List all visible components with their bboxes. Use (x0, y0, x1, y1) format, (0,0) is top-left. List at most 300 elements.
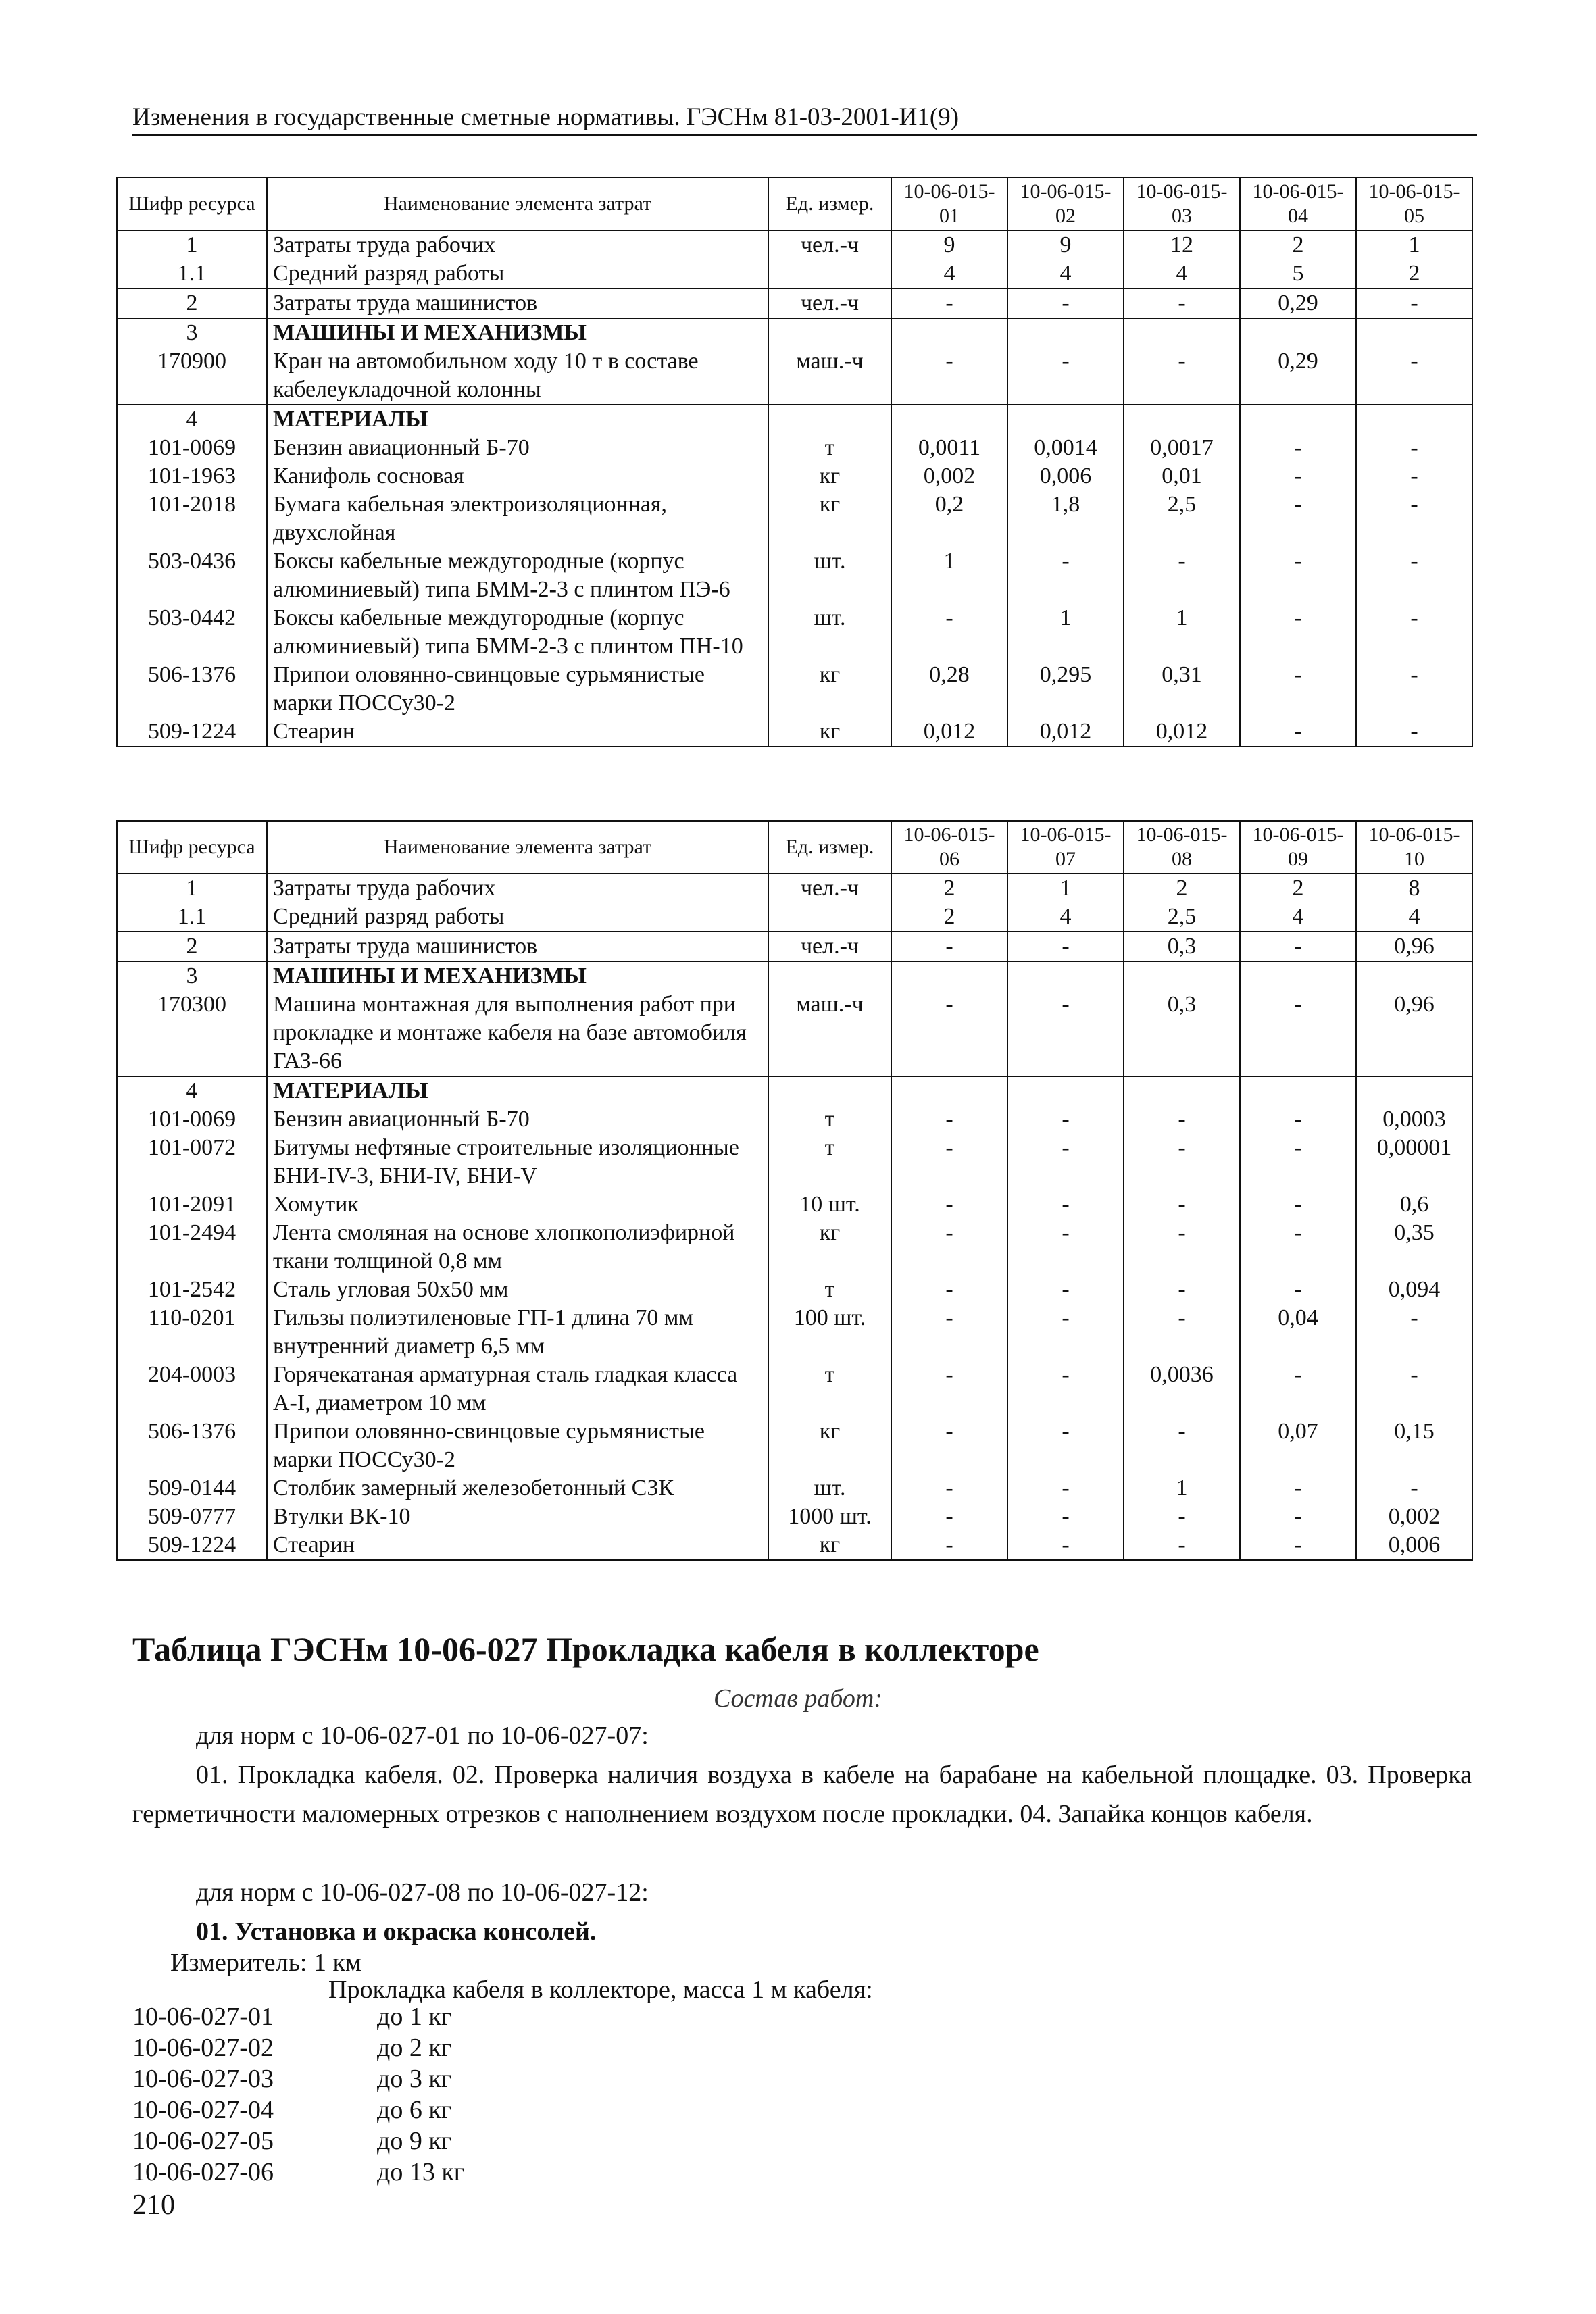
norm-value: 2 (1240, 230, 1356, 259)
resource-code: 503-0442 (117, 604, 267, 661)
table-row (117, 491, 1472, 547)
table-row (117, 1304, 1472, 1361)
resource-name: Боксы кабельные междугородные (корпус алюминиевый) типа БММ-2-3 с плинтом ПН-10 (267, 604, 768, 661)
resource-code: 506-1376 (117, 1417, 267, 1474)
resource-unit: шт. (768, 1474, 891, 1503)
norm-value: 0,3 (1124, 932, 1240, 961)
norm-value: - (1356, 1304, 1472, 1361)
norm-value: - (1007, 547, 1124, 604)
norm-code: 10-06-027-06 (132, 2158, 274, 2186)
resource-unit (768, 259, 891, 288)
resource-code: 110-0201 (117, 1304, 267, 1361)
header-norm-col: 10-06-015-05 (1356, 178, 1472, 230)
norm-value: - (891, 1276, 1007, 1304)
norm-value: - (1356, 347, 1472, 405)
norm-value: - (1007, 1134, 1124, 1190)
table-row (117, 318, 1472, 347)
norm-code: 10-06-027-02 (132, 2034, 274, 2062)
header-code: Шифр ресурса (117, 178, 267, 230)
norm-value (1240, 961, 1356, 990)
resource-code: 4 (117, 405, 267, 434)
norm-value (1240, 405, 1356, 434)
norm-value: - (1124, 1417, 1240, 1474)
norm-value: 0,28 (891, 661, 1007, 718)
norm-value (1240, 1076, 1356, 1105)
list-item (132, 2001, 464, 2032)
section-title: Таблица ГЭСНм 10-06-027 Прокладка кабеля в коллекторе (132, 1630, 1039, 1668)
norm-desc: до 2 кг (377, 2034, 452, 2062)
norm-value: 12 (1124, 230, 1240, 259)
norm-value: - (1356, 491, 1472, 547)
norm-value: - (1240, 547, 1356, 604)
header-norm-col: 10-06-015-07 (1007, 821, 1124, 874)
resource-name: Припои оловянно-свинцовые сурьмянистые марки ПОССу30-2 (267, 1417, 768, 1474)
resource-name: Битумы нефтяные строительные изоляционные БНИ-IV-3, БНИ-IV, БНИ-V (267, 1134, 768, 1190)
norm-value: 0,6 (1356, 1190, 1472, 1219)
norm-value: 1 (891, 547, 1007, 604)
norm-value: - (891, 347, 1007, 405)
resource-unit: кг (768, 462, 891, 491)
resource-name: Столбик замерный железобетонный СЗК (267, 1474, 768, 1503)
resource-code: 2 (117, 288, 267, 318)
table-row (117, 1134, 1472, 1190)
norm-value: 0,295 (1007, 661, 1124, 718)
resource-code: 101-0069 (117, 1105, 267, 1134)
header-name: Наименование элемента затрат (267, 178, 768, 230)
norm-value: - (1124, 1219, 1240, 1276)
resource-code: 509-0777 (117, 1503, 267, 1531)
norm-value: 0,012 (891, 718, 1007, 747)
table-row (117, 1474, 1472, 1503)
header-unit: Ед. измер. (768, 821, 891, 874)
norm-value: 2 (1124, 874, 1240, 903)
header-norm-col: 10-06-015-02 (1007, 178, 1124, 230)
norm-value: - (1007, 1304, 1124, 1361)
table-row (117, 1190, 1472, 1219)
resource-unit: т (768, 1361, 891, 1417)
table-row (117, 434, 1472, 462)
norm-value: - (1240, 661, 1356, 718)
norm-value: - (891, 1531, 1007, 1560)
resource-code: 1.1 (117, 903, 267, 932)
norm-value: 0,012 (1124, 718, 1240, 747)
resource-name: Средний разряд работы (267, 259, 768, 288)
norm-value (891, 405, 1007, 434)
norm-value: - (1007, 1417, 1124, 1474)
norm-value: - (891, 604, 1007, 661)
resource-unit: кг (768, 718, 891, 747)
page-number: 210 (132, 2190, 175, 2221)
norm-value: - (1124, 547, 1240, 604)
norm-value: 0,3 (1124, 990, 1240, 1076)
norm-value: - (1240, 1276, 1356, 1304)
resource-name: Затраты труда рабочих (267, 874, 768, 903)
list-item (132, 2157, 464, 2188)
norms-range-2: для норм с 10-06-027-08 по 10-06-027-12: (196, 1878, 649, 1907)
norm-value: - (1124, 1531, 1240, 1560)
norm-value: 1 (1007, 604, 1124, 661)
norm-value: 4 (1007, 259, 1124, 288)
resource-unit: т (768, 1134, 891, 1190)
norm-value: - (891, 1190, 1007, 1219)
resource-code: 3 (117, 961, 267, 990)
norm-value (1124, 405, 1240, 434)
resource-code: 101-0069 (117, 434, 267, 462)
norm-value: 0,29 (1240, 347, 1356, 405)
resource-code: 170300 (117, 990, 267, 1076)
norm-value: - (1007, 932, 1124, 961)
norm-desc: до 1 кг (377, 2003, 452, 2031)
norm-value: - (1007, 288, 1124, 318)
norm-value: 4 (1356, 903, 1472, 932)
norm-value: - (1007, 1190, 1124, 1219)
resource-name: МАТЕРИАЛЫ (267, 1076, 768, 1105)
resource-name: Затраты труда машинистов (267, 932, 768, 961)
norm-value: - (1240, 718, 1356, 747)
table-row (117, 1361, 1472, 1417)
norm-value: - (1007, 1105, 1124, 1134)
list-item (132, 2063, 464, 2094)
norm-value (1007, 318, 1124, 347)
norm-value: - (891, 1105, 1007, 1134)
norm-value: 0,96 (1356, 990, 1472, 1076)
norm-value: - (1240, 604, 1356, 661)
resource-name: МАШИНЫ И МЕХАНИЗМЫ (267, 318, 768, 347)
norm-value: - (1124, 347, 1240, 405)
resource-code: 509-1224 (117, 718, 267, 747)
norm-value: - (1240, 491, 1356, 547)
resource-code: 1 (117, 230, 267, 259)
norm-value: - (1124, 1105, 1240, 1134)
norm-value: - (1007, 990, 1124, 1076)
resource-unit: т (768, 1105, 891, 1134)
norm-value: 0,006 (1356, 1531, 1472, 1560)
norm-value (1356, 961, 1472, 990)
norm-value: 9 (891, 230, 1007, 259)
resource-unit: кг (768, 1531, 891, 1560)
norm-value: - (1007, 1276, 1124, 1304)
table-row (117, 547, 1472, 604)
table-row (117, 347, 1472, 405)
resource-unit: чел.-ч (768, 230, 891, 259)
norm-value: - (1356, 1474, 1472, 1503)
resource-name: Затраты труда рабочих (267, 230, 768, 259)
norm-value: 1 (1356, 230, 1472, 259)
norm-value (1124, 1076, 1240, 1105)
norm-value: - (1356, 288, 1472, 318)
table-row (117, 405, 1472, 434)
norm-value: 8 (1356, 874, 1472, 903)
norm-value: - (891, 288, 1007, 318)
header-norm-col: 10-06-015-01 (891, 178, 1007, 230)
norm-value: 0,07 (1240, 1417, 1356, 1474)
resource-unit: шт. (768, 547, 891, 604)
norm-value: 0,002 (1356, 1503, 1472, 1531)
resource-code: 101-2542 (117, 1276, 267, 1304)
resource-code: 170900 (117, 347, 267, 405)
norm-value: - (1007, 1474, 1124, 1503)
norm-code: 10-06-027-05 (132, 2127, 274, 2155)
table-row (117, 230, 1472, 259)
resource-name: Сталь угловая 50х50 мм (267, 1276, 768, 1304)
norm-value: 0,15 (1356, 1417, 1472, 1474)
norm-value: 4 (1124, 259, 1240, 288)
norm-value: - (1356, 718, 1472, 747)
norm-value: - (1356, 434, 1472, 462)
table-row (117, 462, 1472, 491)
norm-value: - (1007, 1219, 1124, 1276)
resource-name: Стеарин (267, 1531, 768, 1560)
norm-value: 5 (1240, 259, 1356, 288)
norm-value: 0,002 (891, 462, 1007, 491)
norm-value: 4 (1007, 903, 1124, 932)
norm-value: - (1124, 1190, 1240, 1219)
resource-unit: чел.-ч (768, 874, 891, 903)
norm-value: 0,2 (891, 491, 1007, 547)
table-row (117, 1105, 1472, 1134)
norm-value: 1 (1007, 874, 1124, 903)
resource-unit (768, 405, 891, 434)
resource-code: 503-0436 (117, 547, 267, 604)
norm-value: 0,31 (1124, 661, 1240, 718)
norm-value: - (1007, 1361, 1124, 1417)
table-row (117, 661, 1472, 718)
norm-value: 2,5 (1124, 903, 1240, 932)
table-row (117, 718, 1472, 747)
norm-code: 10-06-027-01 (132, 2003, 274, 2031)
header-norm-col: 10-06-015-03 (1124, 178, 1240, 230)
resource-name: МАШИНЫ И МЕХАНИЗМЫ (267, 961, 768, 990)
table-row (117, 1417, 1472, 1474)
norms-range-1: для норм с 10-06-027-01 по 10-06-027-07: (196, 1721, 649, 1750)
resource-name: Бензин авиационный Б-70 (267, 1105, 768, 1134)
resource-name: МАТЕРИАЛЫ (267, 405, 768, 434)
norm-value: - (1240, 1503, 1356, 1531)
resource-name: Втулки ВК-10 (267, 1503, 768, 1531)
header-norm-col: 10-06-015-04 (1240, 178, 1356, 230)
resource-unit: кг (768, 1417, 891, 1474)
resource-table-1 (116, 177, 1473, 747)
works-list-2: 01. Установка и окраска консолей. (196, 1917, 597, 1946)
norm-value: 2 (891, 903, 1007, 932)
resource-code: 101-0072 (117, 1134, 267, 1190)
norm-value: 1,8 (1007, 491, 1124, 547)
norm-value (891, 1076, 1007, 1105)
norm-value: - (1356, 661, 1472, 718)
norm-value (1124, 318, 1240, 347)
page-header: Изменения в государственные сметные нормативы. ГЭСНм 81-03-2001-И1(9) (132, 103, 1477, 136)
norm-value: - (1124, 1503, 1240, 1531)
norm-value: - (891, 990, 1007, 1076)
resource-name: Затраты труда машинистов (267, 288, 768, 318)
norm-list (132, 2001, 464, 2188)
resource-name: Стеарин (267, 718, 768, 747)
norm-value: - (1356, 547, 1472, 604)
resource-unit: т (768, 1276, 891, 1304)
norm-value: 2 (1356, 259, 1472, 288)
resource-unit: 100 шт. (768, 1304, 891, 1361)
norm-desc: до 9 кг (377, 2127, 452, 2155)
table-row (117, 1076, 1472, 1105)
norm-value: - (891, 1304, 1007, 1361)
norm-value (1007, 1076, 1124, 1105)
resource-code: 101-2018 (117, 491, 267, 547)
table-row (117, 1531, 1472, 1560)
norm-desc: до 13 кг (377, 2158, 465, 2186)
resource-unit (768, 961, 891, 990)
resource-name: Бензин авиационный Б-70 (267, 434, 768, 462)
table-row (117, 932, 1472, 961)
norm-value (1007, 405, 1124, 434)
table-row (117, 874, 1472, 903)
norm-value: - (1240, 1361, 1356, 1417)
norm-value: 0,0017 (1124, 434, 1240, 462)
header-norm-col: 10-06-015-06 (891, 821, 1007, 874)
norms-subtitle: Прокладка кабеля в коллекторе, масса 1 м кабеля: (328, 1976, 873, 2004)
resource-name: Гильзы полиэтиленовые ГП-1 длина 70 мм внутренний диаметр 6,5 мм (267, 1304, 768, 1361)
table-row (117, 1219, 1472, 1276)
resource-unit: маш.-ч (768, 990, 891, 1076)
norm-value: - (1007, 1503, 1124, 1531)
norm-value: 0,01 (1124, 462, 1240, 491)
norm-value: 0,96 (1356, 932, 1472, 961)
table-row (117, 990, 1472, 1076)
norm-code: 10-06-027-03 (132, 2065, 274, 2093)
norm-value: - (1124, 288, 1240, 318)
norm-value: 4 (891, 259, 1007, 288)
table-header-row (117, 178, 1472, 230)
norm-value: 0,0014 (1007, 434, 1124, 462)
resource-code: 506-1376 (117, 661, 267, 718)
resource-code: 509-1224 (117, 1531, 267, 1560)
resource-unit (768, 318, 891, 347)
norm-value: - (1240, 1190, 1356, 1219)
norm-value: 0,00001 (1356, 1134, 1472, 1190)
resource-unit (768, 903, 891, 932)
norm-value: - (1356, 1361, 1472, 1417)
table-row (117, 903, 1472, 932)
norm-value: 4 (1240, 903, 1356, 932)
norm-value: 2 (891, 874, 1007, 903)
norm-value: 1 (1124, 604, 1240, 661)
norm-value: 0,012 (1007, 718, 1124, 747)
norm-value: 2,5 (1124, 491, 1240, 547)
norm-value (1356, 1076, 1472, 1105)
resource-unit: кг (768, 661, 891, 718)
norm-value: - (891, 1134, 1007, 1190)
resource-code: 2 (117, 932, 267, 961)
norm-value: - (891, 1503, 1007, 1531)
resource-name: Горячекатаная арматурная сталь гладкая класса А-I, диаметром 10 мм (267, 1361, 768, 1417)
list-item (132, 2126, 464, 2157)
resource-code: 101-1963 (117, 462, 267, 491)
norm-value: - (1240, 1219, 1356, 1276)
resource-code: 1 (117, 874, 267, 903)
norm-value (1240, 318, 1356, 347)
norm-value: - (891, 1219, 1007, 1276)
resource-name: Канифоль сосновая (267, 462, 768, 491)
resource-unit (768, 1076, 891, 1105)
norm-value: 1 (1124, 1474, 1240, 1503)
table-row (117, 961, 1472, 990)
resource-code: 3 (117, 318, 267, 347)
resource-unit: шт. (768, 604, 891, 661)
norm-value: - (1240, 1105, 1356, 1134)
norm-value (1124, 961, 1240, 990)
norm-value: - (1240, 1474, 1356, 1503)
norm-value: 0,29 (1240, 288, 1356, 318)
norm-value: 9 (1007, 230, 1124, 259)
norm-code: 10-06-027-04 (132, 2096, 274, 2124)
norm-value: - (1124, 1304, 1240, 1361)
list-item (132, 2094, 464, 2126)
resource-name: Кран на автомобильном ходу 10 т в составе кабелеукладочной колонны (267, 347, 768, 405)
resource-name: Боксы кабельные междугородные (корпус алюминиевый) типа БММ-2-3 с плинтом ПЭ-6 (267, 547, 768, 604)
norm-value: - (891, 1474, 1007, 1503)
list-item (132, 2032, 464, 2063)
norm-value: - (891, 1417, 1007, 1474)
norm-value: 2 (1240, 874, 1356, 903)
table-row (117, 288, 1472, 318)
norm-value: - (891, 932, 1007, 961)
measure-unit: Измеритель: 1 км (170, 1948, 361, 1977)
norm-value: - (1356, 462, 1472, 491)
resource-table-2 (116, 820, 1473, 1561)
header-name: Наименование элемента затрат (267, 821, 768, 874)
norm-value (891, 961, 1007, 990)
table-row (117, 604, 1472, 661)
resource-unit: чел.-ч (768, 932, 891, 961)
norm-value: - (1124, 1134, 1240, 1190)
resource-unit: кг (768, 1219, 891, 1276)
resource-code: 1.1 (117, 259, 267, 288)
table-row (117, 1503, 1472, 1531)
norm-value: 0,04 (1240, 1304, 1356, 1361)
norm-value: 0,0036 (1124, 1361, 1240, 1417)
norm-value (1007, 961, 1124, 990)
resource-unit: т (768, 434, 891, 462)
norm-value: - (1356, 604, 1472, 661)
norm-desc: до 6 кг (377, 2096, 452, 2124)
norm-value (891, 318, 1007, 347)
norm-value: - (1007, 347, 1124, 405)
header-unit: Ед. измер. (768, 178, 891, 230)
table-row (117, 1276, 1472, 1304)
resource-code: 204-0003 (117, 1361, 267, 1417)
resource-unit: 1000 шт. (768, 1503, 891, 1531)
resource-code: 509-0144 (117, 1474, 267, 1503)
table-row (117, 259, 1472, 288)
resource-name: Машина монтажная для выполнения работ при прокладке и монтаже кабеля на базе автомобиля ГАЗ-66 (267, 990, 768, 1076)
resource-unit: кг (768, 491, 891, 547)
norm-value: 0,006 (1007, 462, 1124, 491)
header-norm-col: 10-06-015-09 (1240, 821, 1356, 874)
norm-value: - (1240, 434, 1356, 462)
norm-value: 0,0011 (891, 434, 1007, 462)
resource-code: 101-2494 (117, 1219, 267, 1276)
norm-value: - (1240, 1531, 1356, 1560)
norm-value: - (1007, 1531, 1124, 1560)
norm-value (1356, 318, 1472, 347)
resource-name: Хомутик (267, 1190, 768, 1219)
norm-desc: до 3 кг (377, 2065, 452, 2093)
header-code: Шифр ресурса (117, 821, 267, 874)
header-norm-col: 10-06-015-08 (1124, 821, 1240, 874)
resource-name: Средний разряд работы (267, 903, 768, 932)
norm-value: 0,094 (1356, 1276, 1472, 1304)
norm-value: - (1240, 1134, 1356, 1190)
resource-unit: 10 шт. (768, 1190, 891, 1219)
